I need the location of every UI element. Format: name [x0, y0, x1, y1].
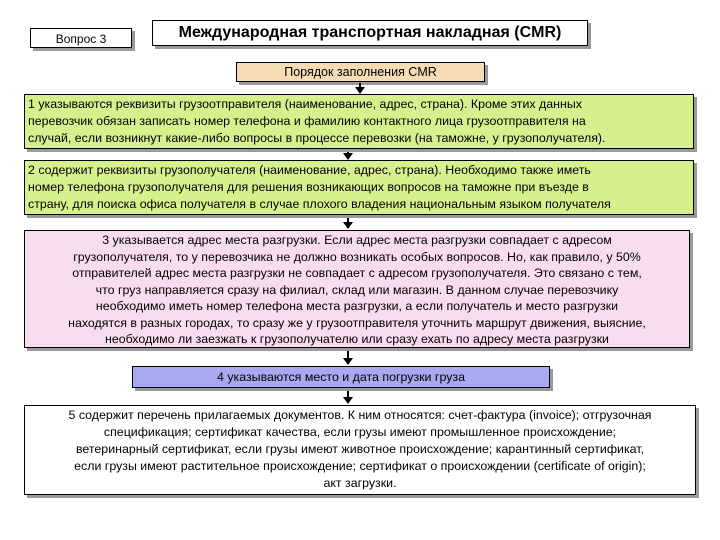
step-5-line: акт загрузки. — [323, 476, 397, 490]
step-2-line: номер телефона грузополучателя для решения возникающих вопросов на таможне при въезде в — [28, 180, 589, 194]
page-title: Международная транспортная накладная (CMR) — [152, 20, 588, 46]
step-1-box — [24, 94, 694, 149]
step-3-line: находятся в разных городах, то сразу же у грузоотправителя уточнить маршрут движения, выясние, — [68, 315, 646, 330]
step-3-line: отправителей адрес места разгрузки не совпадает с адресом грузополучателя. Это связано с тем, — [72, 266, 642, 280]
step-5-line: спецификация; сертификат качества, если грузы имеют промышленное происхождение; — [103, 425, 617, 439]
step-5-box — [24, 405, 696, 495]
step-2-box — [24, 160, 694, 215]
step-2-line: страну, для поиска офиса получателя в случае плохого владения национальным языком получателя — [28, 197, 611, 211]
step-5-line: если грузы имеют растительное происхождение; сертификат о происхождении (certificate of origin); — [74, 459, 646, 473]
step-1-line: 1 указываются реквизиты грузоотправителя (наименование, адрес, страна). Кроме этих данных — [28, 97, 582, 111]
arrow-down-icon — [343, 153, 353, 160]
subtitle-box: Порядок заполнения CMR — [236, 62, 485, 82]
step-3-line: что груз направляется сразу на филиал, склад или магазин. В данном случае перевозчику — [95, 282, 619, 297]
step-5-line: ветеринарный сертификат, если грузы имеют животное происхождение; карантинный сертификат, — [75, 442, 645, 456]
arrow-down-icon — [343, 222, 353, 229]
step-3-line: необходимо ли заезжать к грузополучателю или сразу ехать по адресу места разгрузки — [105, 332, 609, 346]
question-label: Вопрос 3 — [30, 28, 132, 48]
step-1-line: случай, если возникнут какие-либо вопросы в процессе перевозки (на таможне, у грузополучателя). — [28, 131, 606, 145]
step-4-box — [132, 366, 550, 388]
arrow-down-icon — [343, 397, 353, 404]
step-3-box — [24, 230, 690, 348]
step-1-line: перевозчик обязан записать номер телефона и фамилию контактного лица грузоотправителя на — [28, 114, 586, 128]
step-2-line: 2 содержит реквизиты грузополучателя (наименование, адрес, страна). Необходимо также иметь — [28, 163, 591, 177]
step-3-line: необходимо иметь номер телефона места разгрузки, а если получатель и место разгрузки — [95, 299, 619, 313]
arrow-down-icon — [343, 358, 353, 365]
arrow-down-icon — [355, 87, 365, 94]
step-3-line: грузополучателя, то у перевозчика не должно возникать особых вопросов. Но, как правило, у 50% — [73, 249, 641, 264]
step-4-line: 4 указываются место и дата погрузки груза — [217, 370, 465, 384]
step-5-line: 5 содержит перечень прилагаемых документов. К ним относятся: счет-фактура (invoice); отгрузочная — [68, 408, 652, 422]
step-3-line: 3 указывается адрес места разгрузки. Если адрес места разгрузки совпадает с адресом — [102, 233, 612, 247]
